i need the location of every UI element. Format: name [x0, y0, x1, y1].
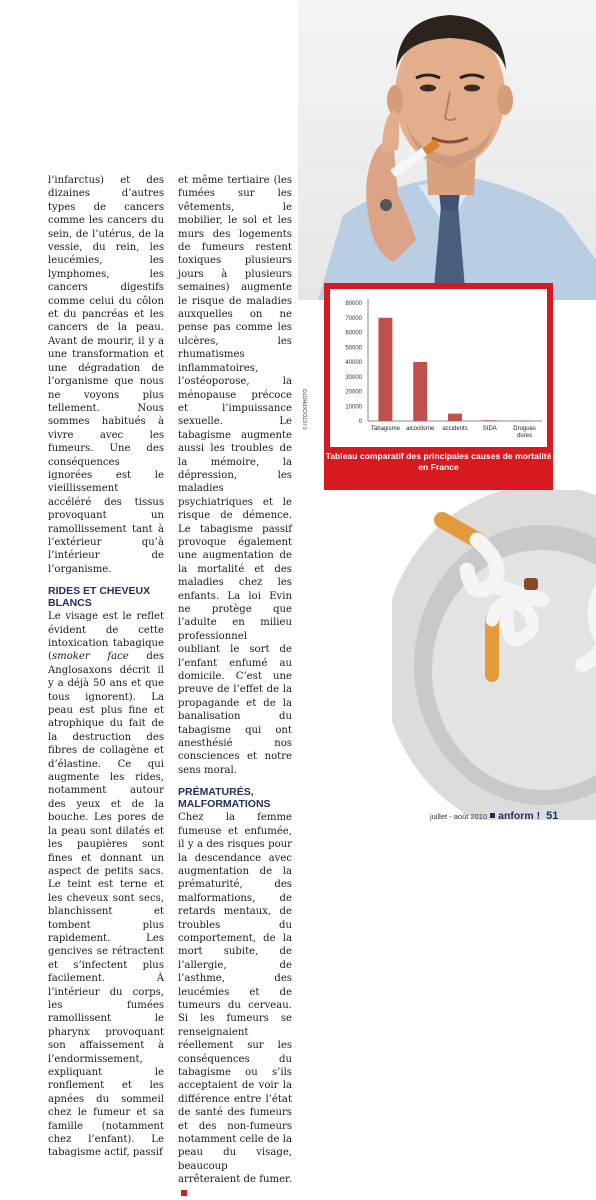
chart-bar [518, 421, 532, 422]
article-paragraph: Chez la femme fumeuse et enfumée, il y a des risques pour la descendance avec augmentation de la prématurité, des malformations, de retards mentaux, de troubles du comportement, de la mort subite, de l’allergie, de l’asthme, des leucémies et de tumeurs du cerveau. Si les fumeurs se renseignaient réellement sur les conséquences du tabagisme ou s’ils acceptaient de voir la différence entre l’état de santé des fumeurs et des non-fumeurs notamment celle de la peau du visage, beaucoup arrêteraient de fumer. [178, 811, 292, 1200]
chart-y-tick-label: 30000 [345, 374, 362, 381]
chart-bar [483, 420, 497, 421]
chart-caption: Tableau comparatif des principales causes de mortalité en France [325, 451, 552, 472]
mortality-chart-frame [324, 283, 553, 490]
article-column-2 [178, 174, 292, 1200]
chart-y-tick-label: 60000 [345, 330, 362, 337]
ashtray-illustration [392, 490, 596, 820]
chart-y-tick-label: 0 [358, 419, 362, 425]
chart-x-tick-label: dures [517, 433, 533, 439]
chart-y-tick-label: 70000 [345, 315, 362, 322]
article-paragraph: Le visage est le reflet évident de cette intoxication tabagique (smoker face des Anglosaxons décrit il y a déjà 50 ans et que tous ignorent). La peau est plus fine et atrophique du fait de la destruction des fibres de collagène et d’élastine. Ce qui augmente les rides, notamment autour des yeux et de la bouche. Les pores de la peau sont dilatés et les paupières sont fines et donnant un aspect de petits sacs. Le teint est terne et les cheveux sont secs, blanchissent et tombent plus rapidement. Les gencives se rétractent et s’infectent plus facilement. À l’intérieur du corps, les fumées ramollissent le pharynx provoquant son affaissement à l’endormissement, expliquant le ronflement et les apnées du sommeil chez le fumeur et sa famille (notamment chez l’enfant). Le tabagisme actif, passif [48, 611, 164, 1159]
section-heading-prematures: PRÉMATURÉS, MALFORMATIONS [178, 786, 271, 811]
chart-x-tick-label: Drogues [513, 426, 536, 432]
photo-credit: © ISTOCKPHOTO [303, 388, 309, 430]
chart-bar [448, 414, 462, 421]
mortality-bar-chart [330, 289, 547, 447]
ashtray-photo [392, 490, 596, 820]
chart-y-tick-label: 10000 [345, 404, 362, 411]
chart-x-tick-label: alcoolisme [406, 426, 435, 432]
photo-smoking-man [298, 0, 596, 300]
chart-bar [413, 362, 427, 421]
chart-y-tick-label: 80000 [345, 301, 362, 307]
article-paragraph: l’infarctus) et des dizaines d’autres types de cancers comme les cancers du sein, de l’utérus, de la vessie, du rein, les leucémies, les lymphomes, les cancers digestifs comme celui du côlon et du pancréas et les cancers de la peau. Avant de mourir, il y a une transformation et une dégradation de l’organisme que nous ne voyons plus tellement. Nous sommes habitués à vivre avec les fumeurs. Une des conséquences ignorées est le vieillissement accéléré des tissus provoquant un ramollissement tant à l’extérieur qu’à l’intérieur de l’organisme. [48, 175, 164, 575]
term-smoker-face: smoker face [51, 651, 129, 663]
chart-x-tick-label: SIDA [482, 426, 497, 432]
page-footer [430, 806, 558, 824]
magazine-name: anform ! [498, 810, 541, 822]
article-paragraph: et même tertiaire (les fumées sur les vêtements, le mobilier, le sol et les murs des logements de fumeurs restent toxiques plusieurs jours à plusieurs semaines) augmente le risque de maladies auxquelles on ne pense pas comme les ulcères, les rhumatismes inflammatoires, l’ostéoporose, la ménopause précoce et l’impuissance sexuelle. Le tabagisme augmente aussi les troubles de la mémoire, la dépression, les maladies psychiatriques et le risque de démence. Le tabagisme passif provoque également une augmentation de la mortalité et des maladies chez les enfants. La loi Evin ne protège que l’adulte en milieu professionnel oubliant le sort de l’enfant enfumé au domicile. C’est une preuve de l’effet de la propagande et de la banalisation du tabagisme qui ont anesthésié nos consciences et notre sens moral. [178, 175, 292, 776]
chart-y-tick-label: 20000 [345, 389, 362, 396]
chart-y-tick-label: 50000 [345, 345, 362, 352]
issue-date: juillet - août 2010 [430, 812, 488, 821]
page-number: 51 [546, 810, 559, 822]
chart-x-tick-label: accidents [442, 426, 468, 432]
section-heading-rides: RIDES ET CHEVEUX BLANCS [48, 585, 151, 610]
footer-square-icon [490, 813, 495, 818]
chart-plot-area [330, 289, 547, 447]
chart-y-tick-label: 40000 [345, 360, 362, 366]
article-column-1 [48, 174, 164, 1160]
end-mark-icon [181, 1190, 187, 1196]
chart-x-tick-label: Tabagisme [370, 426, 400, 432]
chart-bar [378, 318, 392, 421]
smoking-man-illustration [298, 0, 596, 300]
